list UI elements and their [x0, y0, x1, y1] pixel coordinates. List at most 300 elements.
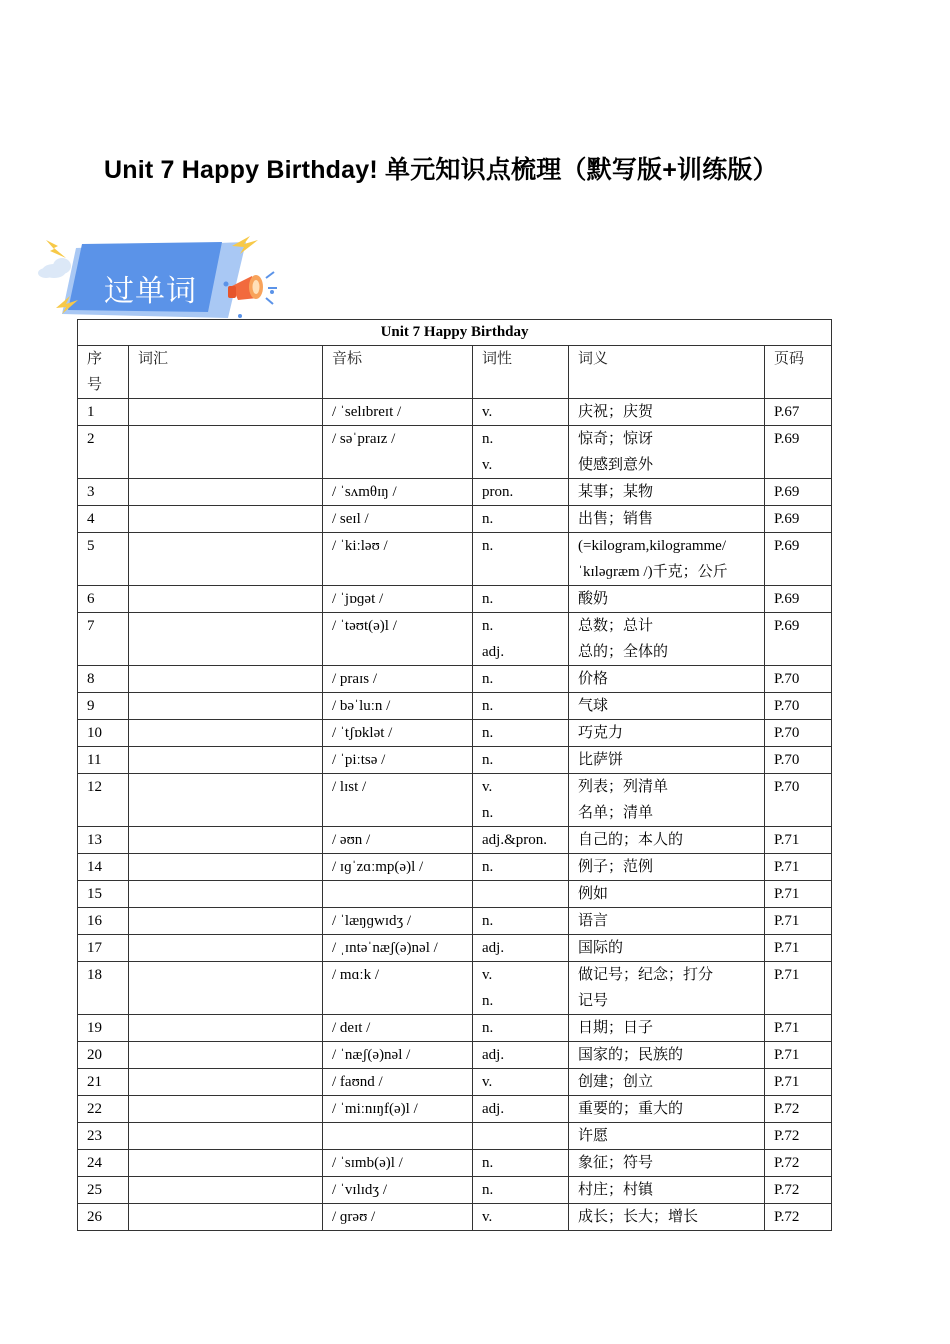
- banner-label: 过单词: [104, 274, 197, 309]
- table-row: [78, 1015, 832, 1042]
- meaning-text: 国家的；民族的: [578, 1047, 684, 1063]
- pos-text: n.: [482, 1020, 494, 1036]
- phonetic-cell: [323, 1150, 473, 1177]
- word-text: [138, 935, 322, 961]
- pos-cell: [473, 1015, 569, 1042]
- meaning-text: 名单；清单: [578, 805, 654, 821]
- meaning-text: 记号: [578, 993, 609, 1009]
- page-text: P.70: [774, 698, 800, 714]
- page-cell: [765, 533, 832, 586]
- row-number-text: 2: [87, 431, 95, 447]
- word-text: [138, 1177, 322, 1203]
- phonetic-text: / ɡrəʊ /: [332, 1209, 376, 1225]
- page-cell: [765, 854, 832, 881]
- row-number: [78, 881, 129, 908]
- table-row: [78, 666, 832, 693]
- row-number: [78, 935, 129, 962]
- row-number: [78, 908, 129, 935]
- word-text: [138, 533, 322, 559]
- row-number: [78, 586, 129, 613]
- meaning-text: 酸奶: [578, 591, 609, 607]
- row-number-text: 16: [87, 913, 102, 929]
- page-text: P.71: [774, 886, 800, 902]
- phonetic-cell: [323, 533, 473, 586]
- meaning-text: 例子；范例: [578, 859, 654, 875]
- phonetic-cell: [323, 720, 473, 747]
- row-number: [78, 747, 129, 774]
- phonetic-text: / ˈsɪmb(ə)l /: [332, 1155, 403, 1171]
- word-text: [138, 720, 322, 746]
- page-text: P.72: [774, 1209, 800, 1225]
- meaning-text: 出售；销售: [578, 511, 654, 527]
- word-blank[interactable]: [129, 908, 323, 935]
- page-text: P.69: [774, 538, 800, 554]
- header-no-line: 序: [87, 351, 103, 367]
- row-number-text: 23: [87, 1128, 102, 1144]
- page-text: P.72: [774, 1128, 800, 1144]
- phonetic-cell: [323, 854, 473, 881]
- meaning-cell: [569, 962, 765, 1015]
- vocabulary-table: [77, 319, 832, 1231]
- pos-cell: [473, 1069, 569, 1096]
- phonetic-cell: [323, 1015, 473, 1042]
- row-number-text: 6: [87, 591, 95, 607]
- phonetic-text: / səˈpraɪz /: [332, 431, 396, 447]
- pos-text: pron.: [482, 484, 514, 500]
- phonetic-text: / praɪs /: [332, 671, 377, 687]
- word-blank[interactable]: [129, 666, 323, 693]
- pos-text: n.: [482, 725, 494, 741]
- pos-text: v.: [482, 404, 493, 420]
- page-text: P.69: [774, 511, 800, 527]
- table-row: [78, 426, 832, 479]
- row-number: [78, 479, 129, 506]
- page-cell: [765, 1177, 832, 1204]
- word-text: [138, 506, 322, 532]
- pos-text: n.: [482, 1155, 494, 1171]
- row-number-text: 25: [87, 1182, 102, 1198]
- pos-text: [482, 1123, 568, 1149]
- table-row: [78, 1123, 832, 1150]
- row-number: [78, 720, 129, 747]
- header-pos: 词性: [473, 346, 569, 399]
- meaning-text: 例如: [578, 886, 609, 902]
- pos-text: n.: [482, 538, 494, 554]
- pos-cell: [473, 426, 569, 479]
- page-cell: [765, 1096, 832, 1123]
- row-number-text: 1: [87, 404, 95, 420]
- page-cell: [765, 426, 832, 479]
- meaning-text: 列表；列清单: [578, 779, 669, 795]
- header-phonetic: 音标: [323, 346, 473, 399]
- page-cell: [765, 1015, 832, 1042]
- word-text: [138, 586, 322, 612]
- pos-text: [482, 881, 568, 907]
- meaning-text: 成长；长大；增长: [578, 1209, 699, 1225]
- phonetic-text: / ˈtəʊt(ə)l /: [332, 618, 397, 634]
- pos-cell: [473, 1204, 569, 1231]
- page-cell: [765, 506, 832, 533]
- phonetic-cell: [323, 1096, 473, 1123]
- word-blank[interactable]: [129, 399, 323, 426]
- pos-cell: [473, 666, 569, 693]
- row-number: [78, 774, 129, 827]
- pos-cell: [473, 881, 569, 908]
- pos-text: n.: [482, 752, 494, 768]
- meaning-text: 许愿: [578, 1128, 609, 1144]
- word-text: [138, 1204, 322, 1230]
- word-text: [138, 881, 322, 907]
- word-text: [138, 1069, 322, 1095]
- pos-cell: [473, 399, 569, 426]
- phonetic-cell: [323, 426, 473, 479]
- table-caption-row: [78, 320, 832, 346]
- row-number: [78, 1069, 129, 1096]
- page-text: P.71: [774, 1020, 800, 1036]
- row-number: [78, 426, 129, 479]
- pos-cell: [473, 827, 569, 854]
- row-number: [78, 1096, 129, 1123]
- row-number: [78, 854, 129, 881]
- pos-text: v.: [482, 779, 493, 795]
- meaning-cell: [569, 533, 765, 586]
- phonetic-text: / ˈkiːləʊ /: [332, 538, 388, 554]
- phonetic-text: / mɑːk /: [332, 967, 380, 983]
- phonetic-cell: [323, 908, 473, 935]
- meaning-cell: [569, 506, 765, 533]
- phonetic-cell: [323, 1123, 473, 1150]
- meaning-text: 语言: [578, 913, 609, 929]
- word-blank[interactable]: [129, 1123, 323, 1150]
- meaning-cell: [569, 854, 765, 881]
- word-blank[interactable]: [129, 693, 323, 720]
- table-row: [78, 747, 832, 774]
- phonetic-cell: [323, 399, 473, 426]
- pos-cell: [473, 908, 569, 935]
- phonetic-text: / ɪɡˈzɑːmp(ə)l /: [332, 859, 424, 875]
- row-number-text: 12: [87, 779, 102, 795]
- table-header-row: [78, 346, 832, 399]
- pos-text: n.: [482, 698, 494, 714]
- meaning-cell: [569, 1177, 765, 1204]
- pos-text: n.: [482, 859, 494, 875]
- page-text: P.71: [774, 1074, 800, 1090]
- meaning-text: 村庄；村镇: [578, 1182, 654, 1198]
- pos-text: n.: [482, 591, 494, 607]
- phonetic-text: / ˈnæʃ(ə)nəl /: [332, 1047, 411, 1063]
- header-page: 页码: [765, 346, 832, 399]
- pos-cell: [473, 1096, 569, 1123]
- row-number: [78, 613, 129, 666]
- page-text: P.71: [774, 1047, 800, 1063]
- row-number: [78, 1123, 129, 1150]
- page-text: P.72: [774, 1155, 800, 1171]
- row-number-text: 10: [87, 725, 102, 741]
- page-text: P.71: [774, 967, 800, 983]
- row-number-text: 9: [87, 698, 95, 714]
- meaning-text: 国际的: [578, 940, 624, 956]
- pos-cell: [473, 747, 569, 774]
- meaning-cell: [569, 693, 765, 720]
- word-blank[interactable]: [129, 1015, 323, 1042]
- row-number-text: 8: [87, 671, 95, 687]
- phonetic-text: / ˈmiːnɪŋf(ə)l /: [332, 1101, 418, 1117]
- meaning-cell: [569, 881, 765, 908]
- meaning-text: 做记号；纪念；打分: [578, 967, 714, 983]
- word-text: [138, 827, 322, 853]
- pos-text: n.: [482, 671, 494, 687]
- phonetic-text: [332, 881, 472, 907]
- pos-cell: [473, 533, 569, 586]
- page-cell: [765, 827, 832, 854]
- pos-text: v.: [482, 1074, 493, 1090]
- phonetic-cell: [323, 586, 473, 613]
- meaning-cell: [569, 908, 765, 935]
- row-number: [78, 962, 129, 1015]
- row-number-text: 22: [87, 1101, 102, 1117]
- word-blank[interactable]: [129, 479, 323, 506]
- phonetic-cell: [323, 827, 473, 854]
- word-text: [138, 1015, 322, 1041]
- word-text: [138, 1096, 322, 1122]
- row-number-text: 15: [87, 886, 102, 902]
- table-row: [78, 881, 832, 908]
- page-cell: [765, 693, 832, 720]
- header-no: [78, 346, 129, 399]
- meaning-cell: [569, 827, 765, 854]
- pos-text: n.: [482, 511, 494, 527]
- phonetic-text: / ˈlæŋɡwɪdʒ /: [332, 913, 412, 929]
- phonetic-cell: [323, 881, 473, 908]
- table-row: [78, 1204, 832, 1231]
- word-text: [138, 747, 322, 773]
- word-blank[interactable]: [129, 1177, 323, 1204]
- pos-cell: [473, 613, 569, 666]
- word-text: [138, 666, 322, 692]
- phonetic-cell: [323, 774, 473, 827]
- pos-cell: [473, 935, 569, 962]
- table-row: [78, 1042, 832, 1069]
- pos-cell: [473, 962, 569, 1015]
- meaning-cell: [569, 720, 765, 747]
- header-no-line: 号: [87, 377, 103, 393]
- page-cell: [765, 613, 832, 666]
- phonetic-cell: [323, 693, 473, 720]
- word-text: [138, 613, 322, 639]
- word-text: [138, 426, 322, 452]
- page-cell: [765, 1042, 832, 1069]
- word-blank[interactable]: [129, 506, 323, 533]
- page-text: P.69: [774, 484, 800, 500]
- meaning-cell: [569, 1069, 765, 1096]
- word-blank[interactable]: [129, 1042, 323, 1069]
- cloud-icon: [38, 258, 71, 278]
- meaning-text: 自己的；本人的: [578, 832, 684, 848]
- phonetic-cell: [323, 1069, 473, 1096]
- pos-cell: [473, 586, 569, 613]
- pos-text: adj.: [482, 1101, 505, 1117]
- word-blank[interactable]: [129, 774, 323, 827]
- row-number: [78, 827, 129, 854]
- phonetic-cell: [323, 1204, 473, 1231]
- table-row: [78, 1096, 832, 1123]
- word-blank[interactable]: [129, 720, 323, 747]
- phonetic-text: / deɪt /: [332, 1020, 371, 1036]
- pos-text: n.: [482, 993, 494, 1009]
- row-number: [78, 693, 129, 720]
- page-cell: [765, 1123, 832, 1150]
- meaning-text: 日期；日子: [578, 1020, 654, 1036]
- phonetic-text: / bəˈluːn /: [332, 698, 391, 714]
- row-number-text: 14: [87, 859, 102, 875]
- phonetic-text: / əʊn /: [332, 832, 371, 848]
- row-number-text: 19: [87, 1020, 102, 1036]
- meaning-cell: [569, 399, 765, 426]
- word-blank[interactable]: [129, 747, 323, 774]
- word-blank[interactable]: [129, 533, 323, 586]
- pos-text: v.: [482, 1209, 493, 1225]
- meaning-cell: [569, 774, 765, 827]
- phonetic-cell: [323, 1042, 473, 1069]
- word-text: [138, 962, 322, 988]
- meaning-text: ˈkɪləɡræm /)千克；公斤: [578, 564, 728, 580]
- table-row: [78, 962, 832, 1015]
- pos-text: n.: [482, 913, 494, 929]
- meaning-cell: [569, 479, 765, 506]
- word-blank[interactable]: [129, 935, 323, 962]
- phonetic-text: / ˌɪntəˈnæʃ(ə)nəl /: [332, 940, 438, 956]
- pos-text: v.: [482, 457, 493, 473]
- row-number-text: 18: [87, 967, 102, 983]
- table-row: [78, 935, 832, 962]
- page-cell: [765, 666, 832, 693]
- phonetic-cell: [323, 479, 473, 506]
- word-text: [138, 1042, 322, 1068]
- table-row: [78, 827, 832, 854]
- meaning-text: 创建；创立: [578, 1074, 654, 1090]
- page-text: P.72: [774, 1101, 800, 1117]
- meaning-cell: [569, 747, 765, 774]
- table-row: [78, 1069, 832, 1096]
- page-text: P.70: [774, 752, 800, 768]
- phonetic-text: / ˈvɪlɪdʒ /: [332, 1182, 387, 1198]
- phonetic-cell: [323, 935, 473, 962]
- word-text: [138, 399, 322, 425]
- word-blank[interactable]: [129, 962, 323, 1015]
- page-text: P.69: [774, 431, 800, 447]
- word-blank[interactable]: [129, 827, 323, 854]
- word-text: [138, 908, 322, 934]
- pos-cell: [473, 774, 569, 827]
- pos-cell: [473, 854, 569, 881]
- page-text: P.70: [774, 671, 800, 687]
- word-text: [138, 854, 322, 880]
- page-cell: [765, 479, 832, 506]
- meaning-cell: [569, 426, 765, 479]
- row-number: [78, 1150, 129, 1177]
- meaning-text: 惊奇；惊讶: [578, 431, 654, 447]
- table-row: [78, 1150, 832, 1177]
- meaning-text: (=kilogram,kilogramme/: [578, 538, 727, 554]
- page-cell: [765, 962, 832, 1015]
- meaning-text: 重要的；重大的: [578, 1101, 684, 1117]
- phonetic-text: / ˈjɒɡət /: [332, 591, 384, 607]
- table-row: [78, 1177, 832, 1204]
- page-title: Unit 7 Happy Birthday! 单元知识点梳理（默写版+训练版）: [104, 156, 778, 184]
- page-text: P.67: [774, 404, 800, 420]
- pos-cell: [473, 693, 569, 720]
- word-blank[interactable]: [129, 1204, 323, 1231]
- pos-text: v.: [482, 967, 493, 983]
- phonetic-cell: [323, 666, 473, 693]
- table-caption: Unit 7 Happy Birthday: [78, 320, 832, 346]
- row-number: [78, 1042, 129, 1069]
- word-blank[interactable]: [129, 854, 323, 881]
- meaning-text: 某事；某物: [578, 484, 654, 500]
- row-number: [78, 506, 129, 533]
- word-blank[interactable]: [129, 1096, 323, 1123]
- word-text: [138, 479, 322, 505]
- pos-cell: [473, 506, 569, 533]
- table-row: [78, 506, 832, 533]
- page-cell: [765, 1150, 832, 1177]
- phonetic-cell: [323, 962, 473, 1015]
- table-row: [78, 693, 832, 720]
- pos-text: adj.: [482, 644, 505, 660]
- row-number: [78, 533, 129, 586]
- page-text: P.71: [774, 940, 800, 956]
- row-number-text: 24: [87, 1155, 102, 1171]
- pos-text: n.: [482, 1182, 494, 1198]
- page-text: P.71: [774, 913, 800, 929]
- word-blank[interactable]: [129, 613, 323, 666]
- meaning-text: 象征；符号: [578, 1155, 654, 1171]
- pos-cell: [473, 1150, 569, 1177]
- phonetic-text: / ˈselɪbreɪt /: [332, 404, 402, 420]
- meaning-cell: [569, 1042, 765, 1069]
- word-blank[interactable]: [129, 426, 323, 479]
- row-number-text: 26: [87, 1209, 102, 1225]
- page-cell: [765, 586, 832, 613]
- word-blank[interactable]: [129, 1150, 323, 1177]
- phonetic-text: [332, 1123, 472, 1149]
- pos-text: n.: [482, 805, 494, 821]
- pos-text: n.: [482, 618, 494, 634]
- word-blank[interactable]: [129, 1069, 323, 1096]
- meaning-text: 总的；全体的: [578, 644, 669, 660]
- phonetic-cell: [323, 613, 473, 666]
- row-number-text: 17: [87, 940, 102, 956]
- header-word: 词汇: [129, 346, 323, 399]
- meaning-text: 气球: [578, 698, 609, 714]
- page-cell: [765, 720, 832, 747]
- page-text: P.71: [774, 832, 800, 848]
- word-blank[interactable]: [129, 881, 323, 908]
- row-number-text: 11: [87, 752, 102, 768]
- header-meaning: 词义: [569, 346, 765, 399]
- word-blank[interactable]: [129, 586, 323, 613]
- row-number-text: 3: [87, 484, 95, 500]
- pos-cell: [473, 1123, 569, 1150]
- meaning-cell: [569, 935, 765, 962]
- phonetic-text: / ˈsʌmθɪŋ /: [332, 484, 397, 500]
- word-text: [138, 1123, 322, 1149]
- row-number: [78, 1204, 129, 1231]
- meaning-text: 价格: [578, 671, 609, 687]
- page-cell: [765, 1069, 832, 1096]
- page-cell: [765, 881, 832, 908]
- phonetic-text: / lɪst /: [332, 779, 367, 795]
